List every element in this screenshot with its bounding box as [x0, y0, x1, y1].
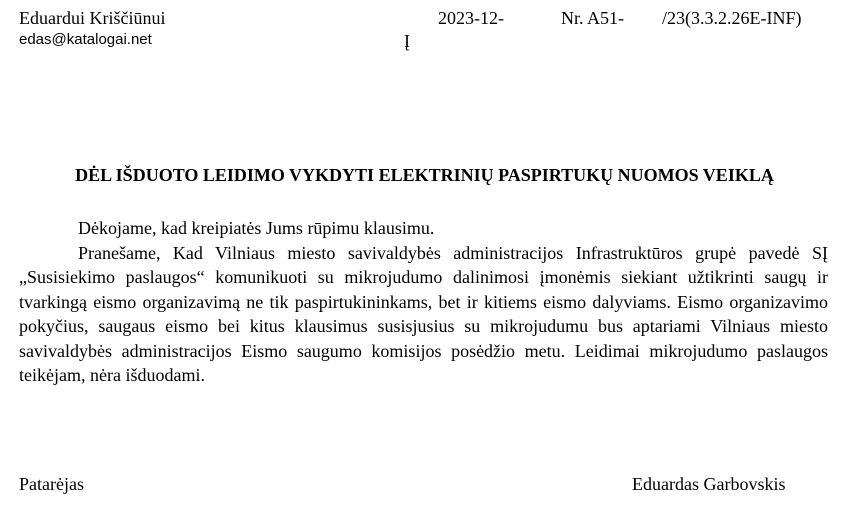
document-date: 2023-12- — [438, 8, 504, 28]
recipient-email: edas@katalogai.net — [19, 31, 152, 48]
signer-title: Patarėjas — [19, 474, 84, 494]
recipient-name: Eduardui Kriščiūnui — [19, 8, 166, 28]
document-body — [19, 216, 828, 388]
document-number-suffix: /23(3.3.2.26E-INF) — [662, 8, 802, 28]
signer-name: Eduardas Garbovskis — [632, 474, 786, 494]
body-paragraph-2: Pranešame, Kad Vilniaus miesto savivaldybės administracijos Infrastruktūros grupė pavedė SĮ „Susisiekimo paslaugos“ komunikuoti su mikrojudumo dalinimosi įmonėmis siekiant užtikrinti saugų ir tvarkingą eismo organizavimą ne tik paspirtukininkams, bet ir kitiems eismo dalyviams. Eismo organizavimo pokyčius, saugaus eismo bei kitus klausimus susisjusius su mikrojudumu bus aptariami Vilniaus miesto savivaldybės administracijos Eismo saugumo komisijos posėdžio metu. Leidimai mikrojudumo paslaugos teikėjam, nėra išduodami. — [19, 242, 828, 385]
body-paragraph-1: Dėkojame, kad kreipiatės Jums rūpimu klausimu. — [78, 218, 435, 238]
document-reply-to-marker: Į — [404, 31, 410, 51]
document-number-prefix: Nr. A51- — [561, 8, 624, 28]
document-subject: DĖL IŠDUOTO LEIDIMO VYKDYTI ELEKTRINIŲ PASPIRTUKŲ NUOMOS VEIKLĄ — [75, 165, 774, 185]
